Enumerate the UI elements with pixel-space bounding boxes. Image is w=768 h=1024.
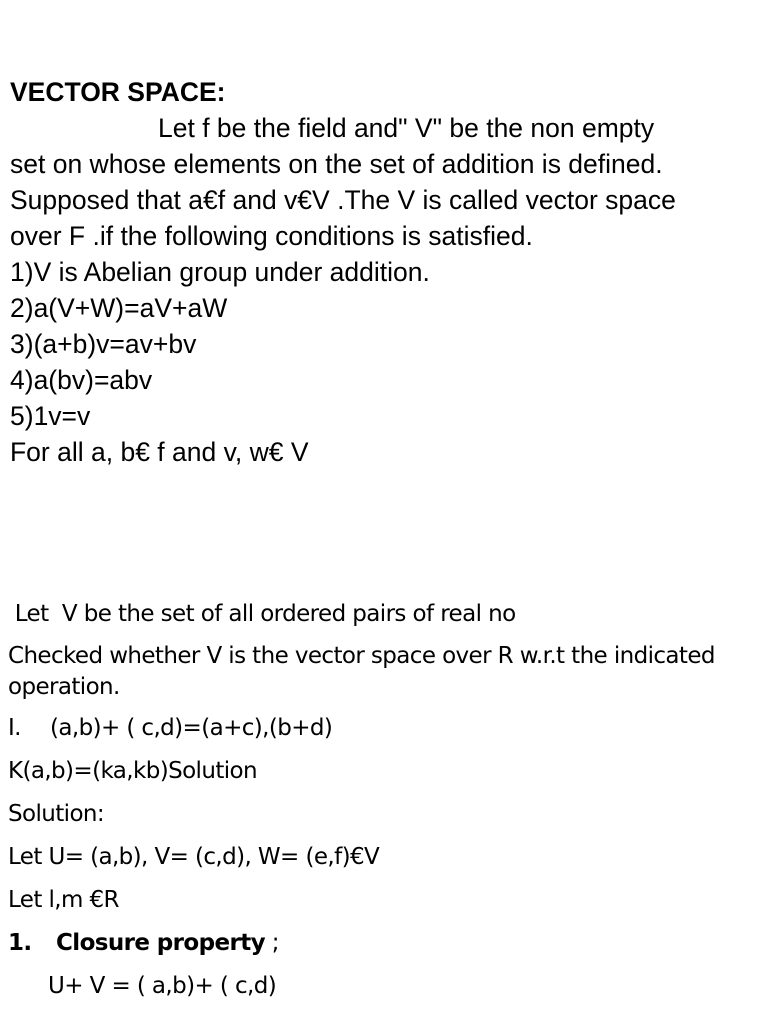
definition-line: over F .if the following conditions is satisfied. — [10, 221, 533, 251]
operation-item — [8, 712, 764, 755]
scalar-operation: K(a,b)=(ka,kb)Solution — [8, 758, 257, 784]
definition-line: Let f be the field and" V" be the non empty — [158, 113, 655, 143]
condition-item: 2)a(V+W)=aV+aW — [10, 293, 228, 323]
solution-label: Solution: — [8, 801, 105, 827]
quantifier-line: For all a, b€ f and v, w€ V — [10, 437, 309, 467]
vector-space-definition — [10, 74, 766, 470]
problem-statement: Checked whether V is the vector space over R w.r.t the indicated operation. — [8, 643, 715, 700]
condition-item: 4)a(bv)=abv — [10, 365, 153, 395]
let-uvw: Let U= (a,b), V= (c,d), W= (e,f)€V — [8, 844, 380, 870]
section-title: VECTOR SPACE: — [10, 77, 226, 107]
closure-heading — [8, 927, 764, 970]
problem-intro: Let V be the set of all ordered pairs of real no — [8, 601, 516, 627]
condition-item: 1)V is Abelian group under addition. — [10, 257, 430, 287]
definition-line: set on whose elements on the set of addition is defined. — [10, 149, 663, 179]
definition-line: Supposed that a€f and v€V .The V is called vector space — [10, 185, 676, 215]
closure-label: Closure property — [56, 930, 265, 956]
item-number: I. — [8, 715, 21, 741]
let-lm: Let l,m €R — [8, 887, 119, 913]
condition-item: 5)1v=v — [10, 401, 91, 431]
closure-number: 1. — [8, 930, 32, 956]
closure-equation: U+ V = ( a,b)+ ( c,d) — [48, 973, 277, 999]
closure-suffix: ; — [264, 930, 279, 956]
operation-text: (a,b)+ ( c,d)=(a+c),(b+d) — [50, 715, 333, 741]
example-problem — [8, 598, 764, 1013]
condition-item: 3)(a+b)v=av+bv — [10, 329, 197, 359]
